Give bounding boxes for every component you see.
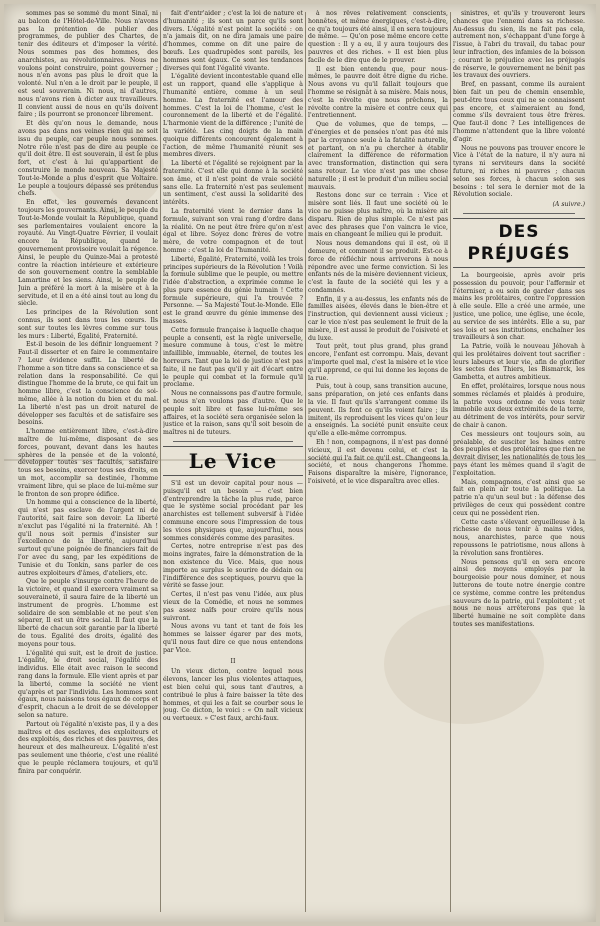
column-4 [453,10,585,912]
paragraph: L'égalité devient incontestable quand elle est un rapport, quand elle s'applique à l'humanité entière, comme à un seul homme. La fraternité est l'amour des hommes. C'est la loi de l'homme, c'est le couronnement de la liberté et de l'égalité. L'harmonie vient de la différence ; l'unité de la variété. Les cinq doigts de la main quoique différents concourent également à l'action, de même l'humanité réunit ses membres divers. [163,73,303,159]
column-rule [450,12,451,912]
paragraph: Un vieux dicton, contre lequel nous élevons, lancer les plus violentes attaques, est bien celui qui, sous tant d'autres, a contribué le plus à faire baisser la tête des hommes, et qui les a fait se courber sous le joug. Ce dicton, le voici : « On naît vicieux ou vertueux. » C'est faux, archi-faux. [163,668,303,723]
paragraph: Ces messieurs ont toujours soin, au préalable, de susciter les haines entre des peuples et des prolétaires que rien ne devrait diviser, les nationalités de tous les pays étant les mêmes quand il s'agit de l'exploitation. [453,430,585,477]
article-separator [463,213,575,214]
column-rule [305,12,306,912]
paragraph: Certes, il n'est pas venu l'idée, aux plus vieux de la Comédie, et nous ne sommes pas assez naïfs pour croire qu'ils nous suivront. [163,591,303,622]
paragraph: Eh ! non, compagnons, il n'est pas donné vicieux, il est devenu celui, et c'est la société qui l'a fait ce qu'il est. Changeons la société, et nous changerons l'homme. Faisons disparaître la misère, l'ignorance, l'oisiveté, et le vice disparaîtra avec elles. [308,439,448,486]
paragraph: fait d'entr'aider ; c'est la loi de nature et d'humanité ; ils sont un parce qu'ils sont divers. L'égalité n'est point la société : on n'a jamais dit, on ne dira jamais une paire d'hommes, comme on dit une paire de bœufs. Les quadrupèdes sont pareils, les hommes sont égaux. Ce sont les tendances diverses qui font l'égalité vivante. [163,10,303,72]
paragraph: S'il est un devoir capital pour nous — puisqu'il est un besoin — c'est bien d'entreprendre la tâche la plus rude, parce que le système social procédant par les anarchistes est tellement subversif à l'idée commune encore sous l'impression de tous les vices physiques que, aujourd'hui, nous sommes considérés comme des parasites. [163,480,303,542]
paragraph: L'égalité qui suit, est le droit de justice. L'égalité, le droit social, l'égalité des individus. Elle était avec raison le second rang dans la formule. Elle vient après et par la liberté, comme la société ne vient qu'après et par l'individu. Les hommes sont égaux, nous naissons tous égaux de corps et d'esprit, chacun a le droit de se développer selon sa nature. [18,649,158,719]
paragraph: Cette caste s'élevant orgueilleuse à la richesse de nous tenir à mains vides, nous, anarchistes, parce que nous repoussons le patriotisme, nous allons à la révolution sans frontières. [453,518,585,557]
paragraph: Partout où l'égalité n'existe pas, il y a des maîtres et des esclaves, des exploiteurs et des exploités, des riches et des pauvres, des heureux et des malheureux. L'égalité n'est pas seulement une théorie, c'est une réalité que le peuple réclamera toujours, et qu'il finira par conquérir. [18,720,158,775]
paragraph: Mais, compagnons, c'est ainsi que se fait en plein air toute la politique. La patrie n'a qu'un seul but : la défense des privilèges de ceux qui possèdent contre ceux qui ne possèdent rien. [453,478,585,517]
paragraph: Et dès qu'on nous le demande, nous avons pas dans nos veines rien qui ne soit issu du peuple, car peuple nous sommes. Notre rôle n'est pas de dire au peuple ce qu'il doit être. Il est souverain, il est le plus fort, et c'est à lui qu'appartient de construire le monde nouveau. Sa Majesté Tout-le-Monde a plus d'esprit que Voltaire. Le peuple a toujours dépassé ses prétendus chefs. [18,120,158,198]
column-3 [308,10,448,912]
column-1 [18,10,158,912]
headline-le-vice: Le Vice [163,446,303,476]
paragraph: Bref, en passant, comme ils auraient bien fait un peu de chemin ensemble, peut-être tous ceux qui ne se connaissent pas encore, et s'aimeraient au fond, comme s'ils devraient tous être frères. Que faut-il donc ? Les intelligences de l'homme n'attendent que la libre volonté d'agir. [453,81,585,143]
paragraph: Tout prêt, tout plus grand, plus grand encore, l'enfant est corrompu. Mais, devant n'importe quel mal, c'est la misère et le vice qu'il apprend, ce qui lui donne les leçons de la rue. [308,343,448,382]
paragraph: Cette formule française à laquelle chaque peuple a consenti, est la règle universelle, mesure commune à tous, c'est le mètre infaillible, immuable, éternel, de toutes les horreurs. Tant que la loi de justice n'est pas faite, il ne faut pas qu'il y ait d'écart entre le peuple qui combat et la formule qu'il proclame. [163,326,303,389]
paragraph: La liberté et l'égalité se rejoignent par la fraternité. C'est elle qui donne à la société son âme, et il n'est point de vraie société sans elle. La fraternité n'est pas seulement un sentiment, c'est aussi la solidarité des intérêts. [163,160,303,207]
paragraph: La bourgeoisie, après avoir pris possession du pouvoir, pour l'affermir et l'éterniser, a eu soin de garder dans ses mains les prolétaires, contre l'oppression à elle seule. Elle a créé une armée, une justice, une police, une église, une école, au service de ses intérêts. Elle a su, par ses lois et ses institutions, enchaîner les travailleurs à son char. [453,271,585,342]
paragraph: Nous ne connaissons pas d'autre formule, et nous n'en voulons pas d'autre. Que le peuple soit libre et fasse lui-même ses affaires, et la société sera organisée selon la justice et la raison, sans qu'il soit besoin de maîtres ni de tuteurs. [163,390,303,437]
paragraph: La Patrie, voilà le nouveau Jéhovah à qui les prolétaires doivent tout sacrifier : leurs labeurs et leur vie, afin de glorifier les sectes des Thiers, les Bismarck, les Gambetta, et autres ambitieux. [453,343,585,382]
continued-note: (A suivre.) [552,201,585,209]
newspaper-page [4,4,596,922]
column-2 [163,10,303,912]
article-separator [173,441,293,442]
paragraph: Enfin, il y a au-dessus, les enfants nés de familles aisées, élevés dans le bien-être et l'instruction, qui deviennent aussi vicieux ; car le vice n'est pas seulement le fruit de la misère, il est aussi le produit de l'oisiveté et du luxe. [308,295,448,342]
paragraph: Nous ne pouvons pas trouver encore le Vice à l'état de la nature, il n'y aura ni tyrans ni serviteurs dans la société future, ni riches ni pauvres ; chacun selon ses forces, à chacun selon ses besoins : tel sera le dernier mot de la Révolution sociale. [453,144,585,199]
paragraph: Que de volumes, que de temps, — d'énergies et de pensées n'ont pas été mis par la croyance seule à la fatalité naturelle, et partant, on n'a pu chercher à établir clairement la différence de réformation avec transformation, distinction qui sera sans retour. Le vice n'est pas une chose naturelle ; il est le produit d'un milieu social mauvais. [308,121,448,191]
paragraph: Est-il besoin de les définir longuement ? Faut-il disserter et en faire le commentaire ? Leur évidence suffit. La liberté de l'homme a son titre dans sa conscience et sa relation dans la responsabilité. Ce qui distingue l'homme de la brute, ce qui fait un homme libre, c'est la conscience de soi-même, allée à la notion du bien et du mal. La liberté n'est pas un droit naturel de développer ses facultés et de satisfaire ses besoins. [18,341,158,427]
paragraph: Certes, notre entreprise n'est pas des moins ingrates, faire la démonstration de la non existence du Vice. Mais, que nous importe au surplus le sourire de dédain ou l'indifférence des sceptiques, pourvu que la vérité se fasse jour. [163,543,303,590]
paragraph: à nos rêves relativement conscients, honnêtes, et même énergiques, c'est-à-dire, ce qu'a toujours été ainsi, il en sera toujours de même. — Qu'on pose même encore cette question : Il y a eu, il y aura toujours des pauvres et des riches. » Il est bien plus facile de le dire que de le prouver. [308,10,448,64]
paragraph: Les principes de la Révolution sont connus, ils sont dans tous les cœurs. Ils sont sur toutes les lèvres comme sur tous les murs : Liberté, Égalité, Fraternité. [18,309,158,340]
section-number: II [230,657,236,665]
headline-des-prejuges: DES PRÉJUGÉS [453,218,585,268]
paragraph: Liberté, Égalité, Fraternité, voilà les trois principes supérieurs de la Révolution ! Voilà la formule sublime que le peuple, ou mettre l'idée d'abstraction, a exprimée comme le plus pure essence du génie humain ! Cette formule supérieure, qui l'a trouvée ? Personne. — Sa Majesté Tout-le-Monde. Elle est le grand œuvre du génie immense des masses. [163,255,303,326]
column-rule [160,12,161,912]
paragraph: Nous nous demandons qui il est, où il demeure, et comment il se produit. Est-ce à force de réfléchir nous arriverons à nous répondre avec une ferme conviction. Si les enfants nés de la misère deviennent vicieux, c'est la faute de la société qui les y a condamnés. [308,240,448,294]
paragraph: sinistres, et qu'ils y trouveront leurs chances que l'ennemi dans sa richesse. Au-dessus du sien, ils ne fait pas cela, autrement non, s'échappant d'une forge à l'issue, à l'abri du travail, du tabac pour leur infraction, des infamies de la boisson ; courant le préjudice avec les préjugés de réserve, le gouvernement ne bénit pas les travaux des ouvriers. [453,10,585,80]
paragraph: sommes pas se sommé du mont Sinaï, ni au balcon de l'Hôtel-de-Ville. Nous n'avons pas la prétention de publier des programmes, de publier des Chartes, de tenir des éditeurs et d'imposer la vérité. Nous sommes pas des hommes, des anarchistes, au révolutionnaires. Nous ne voulons point construire, point gouverner ; nous n'en avons pas plus le droit que la volonté. Nul n'en a le droit par le peuple, il est seul souverain. Ni nous, ni d'autres, nous n'avons rien à dicter aux travailleurs. Il convient aussi de nous en qu'ils doivent faire ; ils pourront se prononcer librement. [18,10,158,119]
paragraph: Un homme qui a conscience de la liberté, qui n'est pas esclave de l'argent ni de l'autorité, sait faire son devoir. La liberté n'exclut pas l'égalité ni la fraternité. Ah ! qu'il nous soit permis d'insister sur l'excellence de la liberté, aujourd'hui surtout qu'une poignée de financiers fait de l'or avec du sang, par les expéditions de Tunisie et du Tonkin, sans parler de ces autres exploiteurs d'âmes, d'ateliers, etc. [18,499,158,577]
paragraph: La fraternité vient le dernier dans la formule, suivant son vrai rang d'ordre dans la réalité. On ne peut être frère qu'on n'est égal et libre. Soyez donc frères de votre mère, de votre compagnon et de tout homme : c'est la loi de l'humanité. [163,207,303,254]
paragraph: En effet, les gouvernés devancent toujours les gouvernants. Ainsi, le peuple du Tout-le-Monde voulait la République, quand ses parlementaires voulaient encore la royauté. Au Vingt-Quatre Février, il voulait encore la République, quand le gouvernement provisoire voulait la régence. Ainsi, le peuple du Quinze-Mai a protesté contre la réaction intérieure et extérieure de son gouvernement contre la semblable Lamartine et les siens. Ainsi, le peuple de Juin a préféré la mort à la misère et à la servitude, et il en a été ainsi tout au long du siècle. [18,199,158,308]
paragraph: Il est bien entendu que, pour nous-mêmes, le pauvre doit être digne du riche. Nous avons vu qu'il fallait toujours que l'homme se résignât à sa misère. Mais nous, c'est la révolte que nous prêchons, la révolte contre la misère et contre ceux qui l'entretiennent. [308,65,448,120]
paragraph: Restons donc sur ce terrain : Vice et misère sont liés. Il faut une société où le vice ne puisse plus naître, où la misère ait disparu. Rien de plus simple. Ce n'est pas avec des phrases que l'on vaincra le vice, mais en changeant le milieu qui le produit. [308,192,448,239]
paragraph: L'homme entièrement libre, c'est-à-dire maître de lui-même, disposant de ses forces, pouvant, devant dans les hautes sphères de la pensée et de la volonté, développer toutes ses facultés, satisfaire tous ses besoins, exercer tous ses droits, en un mot, accomplir sa destinée, l'homme vraiment libre, qui se place de lui-même sur le fronton de son propre édifice. [18,428,158,498]
paragraph: Nous avons vu tant et tant de fois les hommes se laisser égarer par des mots, qu'il nous faut dire ce que nous entendons par Vice. [163,623,303,654]
paragraph: Puis, tout à coup, sans transition aucune, sans préparation, on jeté ces enfants dans la vie. Il faut qu'ils s'arrangent comme ils peuvent. Ils font ce qu'ils voient faire ; ils imitent, ils reproduisent les vices qu'on leur a enseignés. La société punit ensuite ceux qu'elle a elle-même corrompus. [308,383,448,438]
paragraph: Nous pensons qu'il en sera encore ainsi des moyens employés par la bourgeoisie pour nous dominer, et nous lutterons de toute notre énergie contre ce système, comme contre les prétendus sauveurs de la patrie, qui l'exploitent ; et nous ne nous arrêterons pas que la liberté humaine ne soit complète dans toutes ses manifestations. [453,558,585,628]
paragraph: En effet, prolétaires, lorsque nous nous sommes réclamés et plaidés à produire, la patrie vous ordonne de vous tenir immobile aux deux extrémités de la terre, au détriment de vos intérêts, pour servir de chair à canon. [453,383,585,430]
paragraph: Que le peuple s'insurge contre l'heure de la victoire, et quand il exercera vraiment sa souveraineté, il saura faire de la liberté un instrument de progrès. L'homme est solidaire de son semblable et ne peut s'en séparer, Il est un être social. Il faut que la liberté de chacun soit garantie par la liberté de tous. Égalité des droits, égalité des moyens pour tous. [18,578,158,648]
